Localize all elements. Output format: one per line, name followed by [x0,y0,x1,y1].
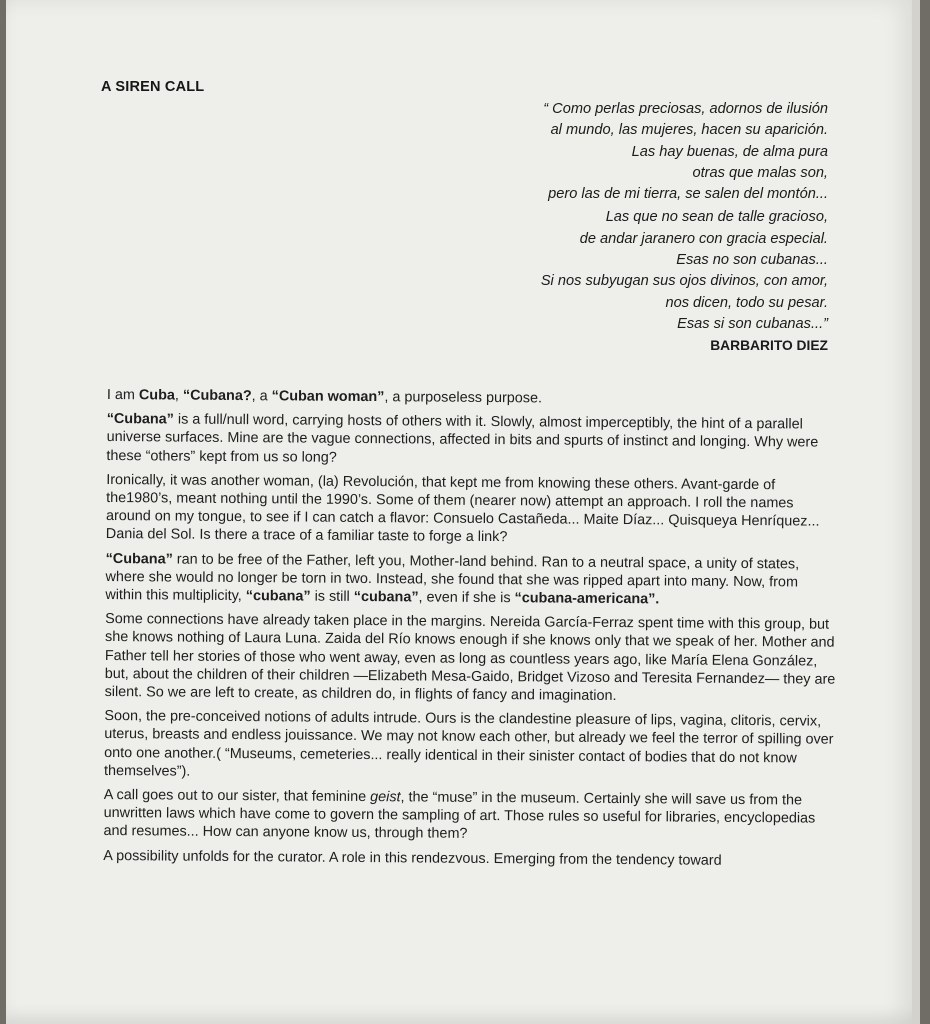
emphasis-cubana: “cubana” [245,588,311,605]
paragraph-4 [105,550,838,610]
text-run: , a [251,388,272,405]
text-run: is a full/null word, carrying hosts of others with it. Slowly, almost imperceptibly, the hint of a parallel universe surfaces. Mine are the vague connections, affected in bits and spurts of instinct and longing. Why were these “others” kept from us so long? [106,411,819,466]
text-run: , even if she is [418,589,515,607]
essay-body [103,386,840,877]
paragraph-8: A possibility unfolds for the curator. A role in this rendezvous. Emerging from the tendency toward [103,847,722,869]
paragraph-2 [106,410,839,470]
paragraph-3: Ironically, it was another woman, (la) Revolución, that kept me from knowing these others. Avant-garde of the1980’s, meant nothing until the 1990’s. Some of them (nearer now) attempt an approach. I roll the names around on my tongue, to see if I can catch a flavor: Consuelo Castañeda... Maite Díaz... Quisqueya Henríquez... Dania del Sol. Is there a trace of a familiar taste to forge a link? [105,471,820,546]
document-page [6,0,920,1024]
emphasis-cubana: “Cubana? [182,387,252,405]
emphasis-cubana: “Cubana” [105,550,173,568]
emphasis-cuba: Cuba [138,387,175,404]
poem-line: Si nos subyugan sus ojos divinos, con amor, [540,273,828,290]
emphasis-cubana-americana: “cubana-americana”. [514,590,660,608]
poem-line: Esas si son cubanas...” [677,315,828,332]
poem-author: BARBARITO DIEZ [710,338,828,354]
text-run: , [174,387,183,404]
text-run: is still [310,588,354,605]
text-run: A call goes out to our sister, that feminine [103,787,371,806]
emphasis-geist: geist [370,789,401,806]
poem-line: “ Como perlas preciosas, adornos de ilusión [543,101,828,117]
paragraph-5: Some connections have already taken place in the margins. Nereida García-Ferraz spent time with this group, but she knows nothing of Laura Luna. Zaida del Río knows enough if she knows only that we speak of her. Mother and Father tell her stories of those who went away, even as long as countless years ago, like María Elena González, but, about the children of their children —Elizabeth Mesa-Gaido, Bridget Vizoso and Teresita Fernandez— they are silent. So we are left to create, as children do, in flights of fancy and imagination. [104,611,836,705]
poem-line: otras que malas son, [692,164,828,181]
page-edge-shadow [912,0,920,1024]
paragraph-1 [107,386,840,410]
poem-line: nos dicen, todo su pesar. [665,294,828,311]
paragraph-6: Soon, the pre-conceived notions of adults intrude. Ours is the clandestine pleasure of lips, vagina, clitoris, cervix, uterus, breasts and endless jouissance. We may not know each other, but already we feel the terror of spilling over onto one another.( “Museums, cemeteries... really identical in their sinister contact of bodies that do not know themselves”). [103,708,834,780]
section-title: A SIREN CALL [101,79,205,95]
poem-line: Esas no son cubanas... [676,252,828,269]
poem-line: Las que no sean de talle gracioso, [605,209,828,226]
poem-line: de andar jaranero con gracia especial. [579,230,828,247]
emphasis-cubana: “Cubana” [106,411,174,428]
paragraph-7 [103,786,836,846]
text-run: , a purposeless purpose. [384,389,543,407]
poem-line: al mundo, las mujeres, hacen su aparición. [550,122,828,139]
epigraph-poem [388,99,828,356]
text-run: I am [106,386,139,404]
emphasis-cuban-woman: “Cuban woman” [271,388,385,406]
text-run: ran to be free of the Father, left you, Mother-land behind. Ran to a neutral space, a unity of states, where she would no longer be torn in two. Instead, she found that she was ripped apart into many. Now, from within this multiplicity, [105,551,800,605]
poem-line: pero las de mi tierra, se salen del montón... [548,186,828,203]
emphasis-cubana: “cubana” [353,588,419,606]
poem-line: Las hay buenas, de alma pura [631,143,828,160]
text-run: , the “muse” in the museum. Certainly she will save us from the unwritten laws which have come to govern the sampling of art. Those rules so useful for libraries, encyclopedias and resumes... How can anyone know us, through them? [103,789,816,843]
